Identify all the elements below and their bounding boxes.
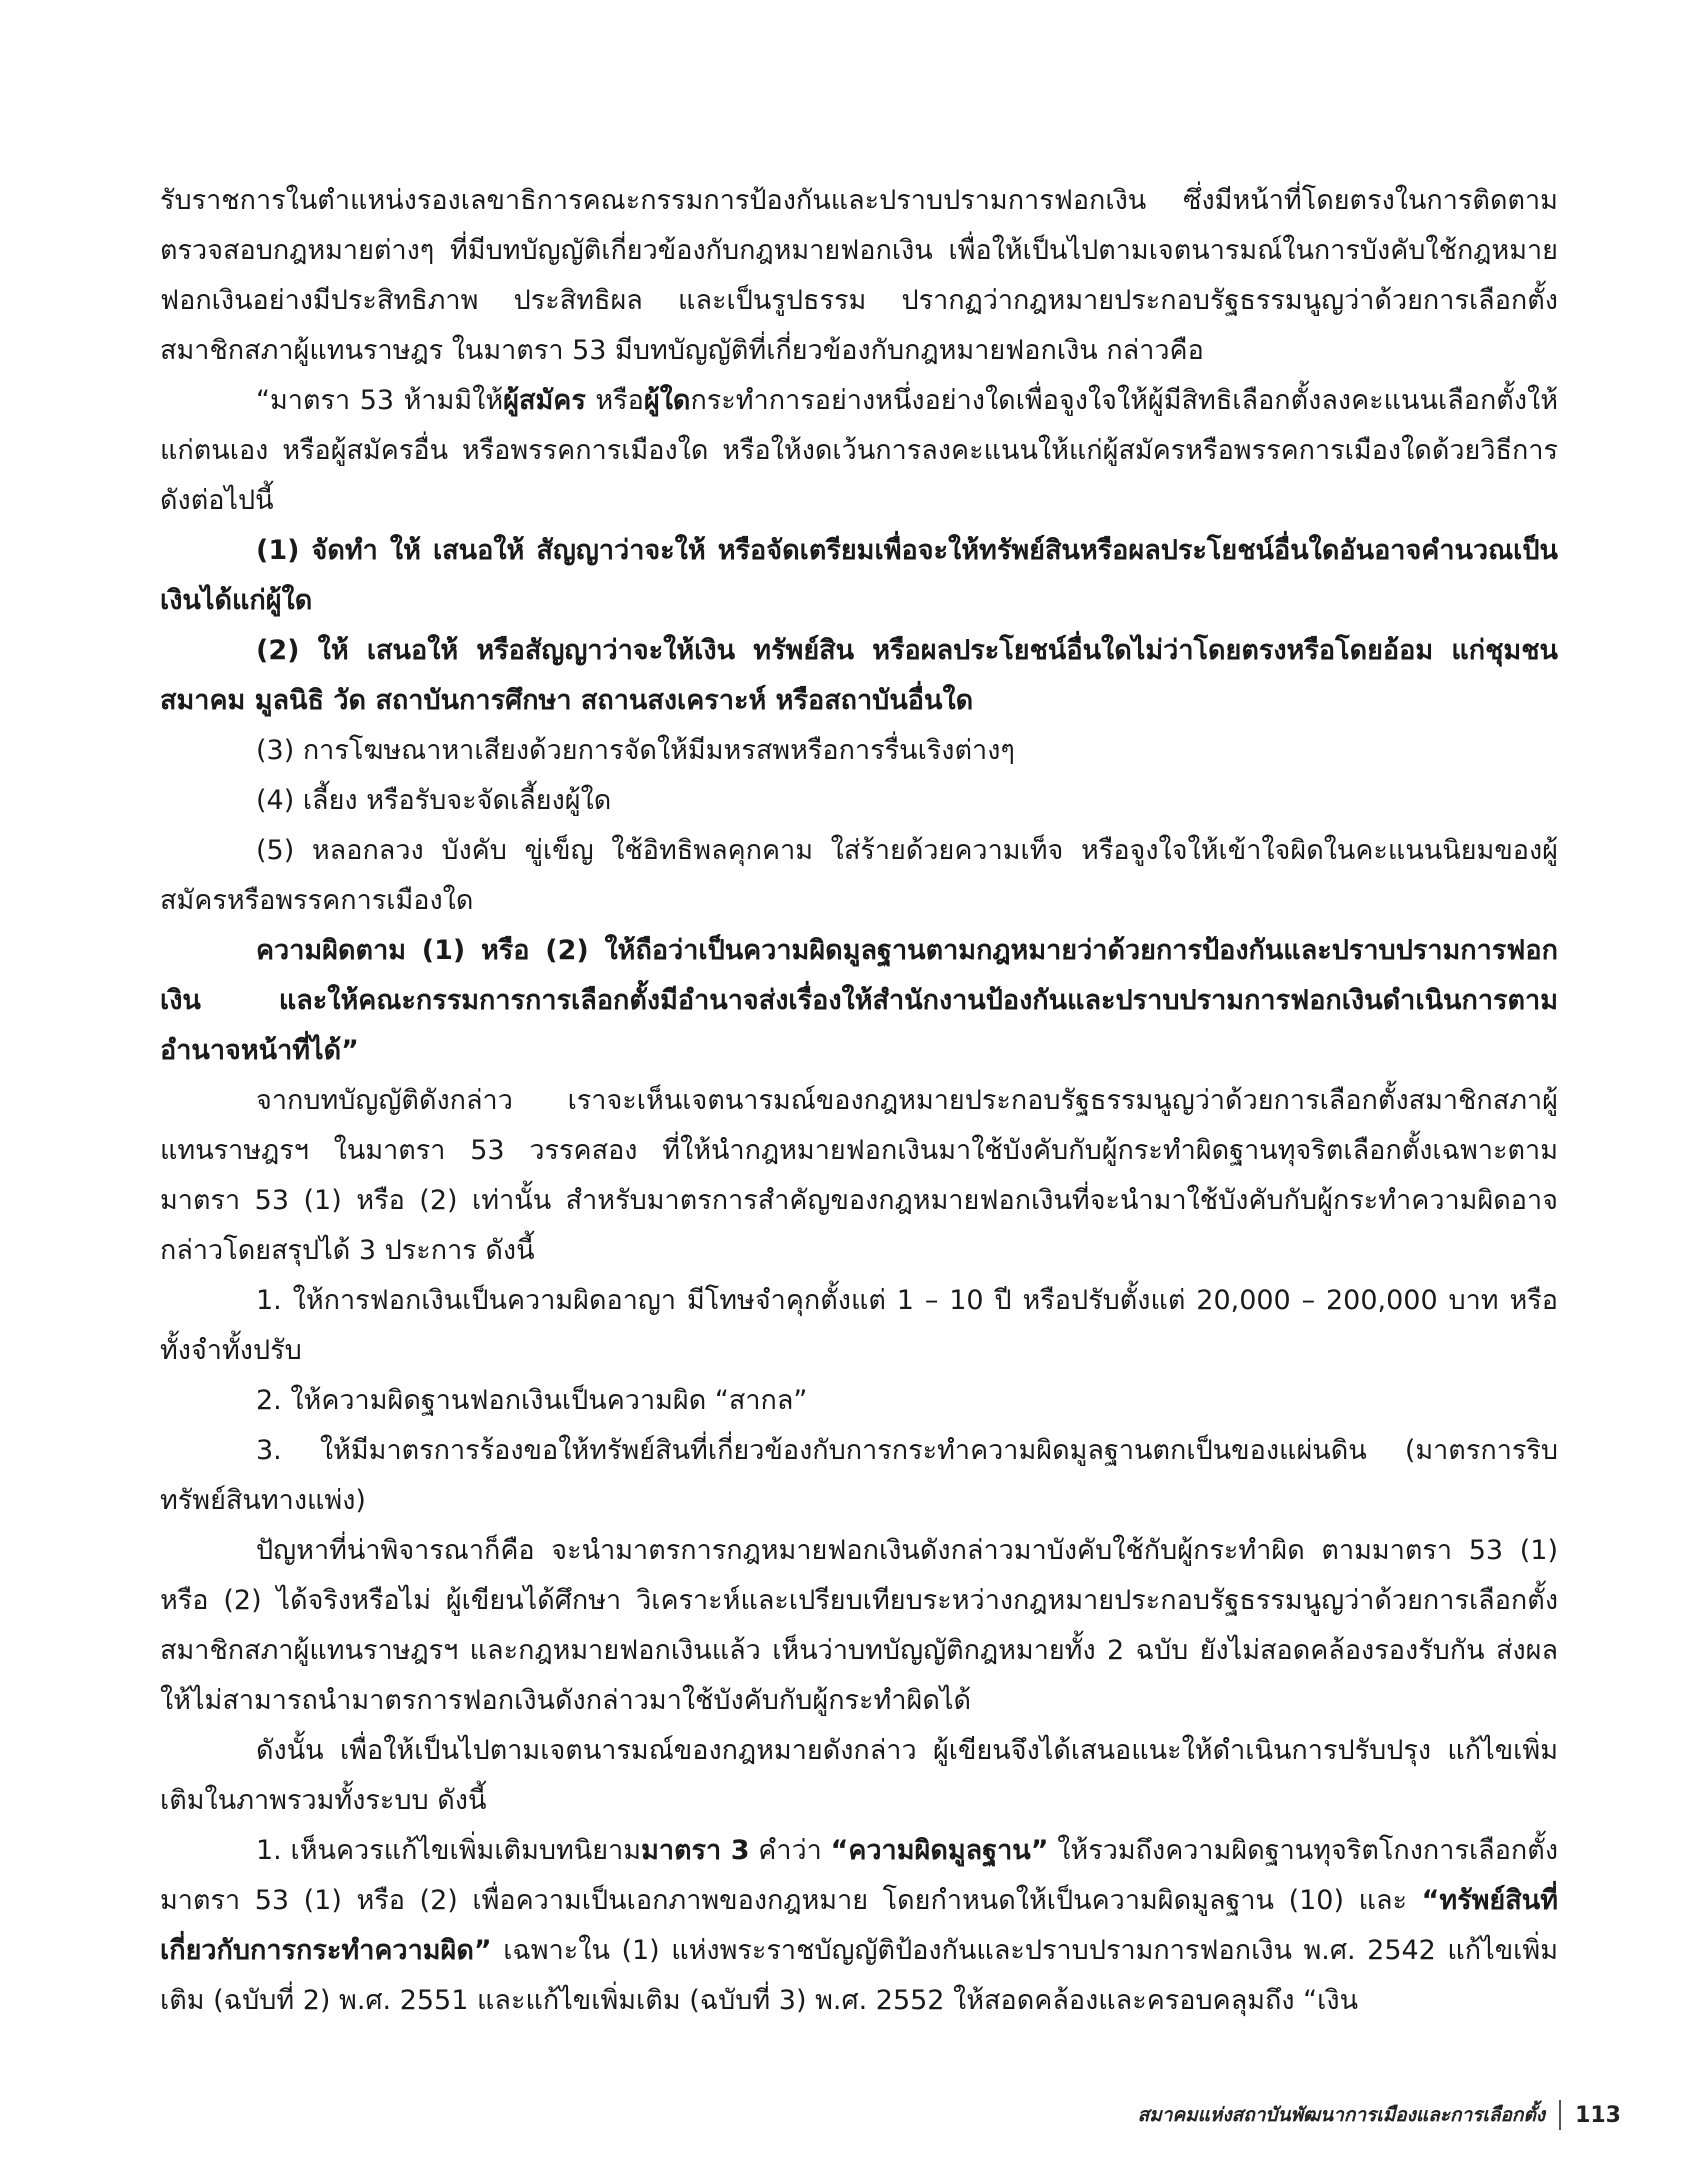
bold-text-run: “ทรัพย์สินที่เกี่ยวกับการกระทำความผิด” [160, 1885, 1558, 1966]
paragraph [160, 776, 1558, 826]
bold-text-run: (2) ให้ เสนอให้ หรือสัญญาว่าจะให้เงิน ทรัพย์สิน หรือผลประโยชน์อื่นใดไม่ว่าโดยตรงหรือโดยอ้อม แก่ชุมชน สมาคม มูลนิธิ วัด สถาบันการศึกษา สถานสงเคราะห์ หรือสถาบันอื่นใด [160, 635, 1558, 716]
text-run: คำว่า [749, 1835, 831, 1866]
text-run: 3. ให้มีมาตรการร้องขอให้ทรัพย์สินที่เกี่ยวข้องกับการกระทำความผิดมูลฐานตกเป็นของแผ่นดิน (มาตรการริบทรัพย์สินทางแพ่ง) [160, 1435, 1558, 1516]
text-run: กระทำการอย่างหนึ่งอย่างใดเพื่อจูงใจให้ผู้มีสิทธิเลือกตั้งลงคะแนนเลือกตั้งให้แก่ตนเอง หรือผู้สมัครอื่น หรือพรรคการเมืองใด หรือให้งดเว้นการลงคะแนนให้แก่ผู้สมัครหรือพรรคการเมืองใดด้วยวิธีการดังต่อไปนี้ [160, 385, 1558, 516]
paragraph [160, 1726, 1558, 1826]
bold-text-run: ความผิดตาม (1) หรือ (2) ให้ถือว่าเป็นความผิดมูลฐานตามกฎหมายว่าด้วยการป้องกันและปราบปรามการฟอกเงิน และให้คณะกรรมการการเลือกตั้งมีอำนาจส่งเรื่องให้สำนักงานป้องกันและปราบปรามการฟอกเงินดำเนินการตามอำนาจหน้าที่ได้” [160, 935, 1558, 1066]
paragraph [160, 626, 1558, 726]
text-run: (4) เลี้ยง หรือรับจะจัดเลี้ยงผู้ใด [256, 785, 612, 816]
text-run: หรือ [585, 385, 644, 416]
paragraph [160, 1426, 1558, 1526]
paragraph [160, 1376, 1558, 1426]
paragraph [160, 1826, 1558, 2026]
text-run: 1. ให้การฟอกเงินเป็นความผิดอาญา มีโทษจำคุกตั้งแต่ 1 – 10 ปี หรือปรับตั้งแต่ 20,000 – 200,000 บาท หรือทั้งจำทั้งปรับ [160, 1285, 1558, 1366]
page-number: 113 [1575, 2102, 1621, 2128]
bold-text-run: มาตรา 3 [641, 1835, 750, 1866]
paragraph [160, 526, 1558, 626]
footer-organization: สมาคมแห่งสถาบันพัฒนาการเมืองและการเลือกตั้ง [1137, 2104, 1546, 2126]
paragraph [160, 176, 1558, 376]
paragraph [160, 1276, 1558, 1376]
text-run: 1. เห็นควรแก้ไขเพิ่มเติมบทนิยาม [256, 1835, 642, 1866]
bold-text-run: ผู้ใด [643, 385, 691, 416]
text-run: “มาตรา 53 ห้ามมิให้ [256, 385, 504, 416]
text-run: 2. ให้ความผิดฐานฟอกเงินเป็นความผิด “สากล” [256, 1385, 808, 1416]
bold-text-run: (1) จัดทำ ให้ เสนอให้ สัญญาว่าจะให้ หรือจัดเตรียมเพื่อจะให้ทรัพย์สินหรือผลประโยชน์อื่นใดอันอาจคำนวณเป็นเงินได้แก่ผู้ใด [160, 535, 1558, 616]
paragraph [160, 826, 1558, 926]
text-run: (3) การโฆษณาหาเสียงด้วยการจัดให้มีมหรสพหรือการรื่นเริงต่างๆ [256, 735, 1015, 766]
bold-text-run: “ความผิดมูลฐาน” [830, 1835, 1049, 1866]
text-run: เฉพาะใน (1) แห่งพระราชบัญญัติป้องกันและปราบปรามการฟอกเงิน พ.ศ. 2542 แก้ไขเพิ่มเติม (ฉบับที่ 2) พ.ศ. 2551 และแก้ไขเพิ่มเติม (ฉบับที่ 3) พ.ศ. 2552 ให้สอดคล้องและครอบคลุมถึง “เงิน [160, 1935, 1558, 2016]
paragraph [160, 376, 1558, 526]
text-run: ปัญหาที่น่าพิจารณาก็คือ จะนำมาตรการกฎหมายฟอกเงินดังกล่าวมาบังคับใช้กับผู้กระทำผิด ตามมาตรา 53 (1) หรือ (2) ได้จริงหรือไม่ ผู้เขียนได้ศึกษา วิเคราะห์และเปรียบเทียบระหว่างกฎหมายประกอบรัฐธรรมนูญว่าด้วยการเลือกตั้งสมาชิกสภาผู้แทนราษฎรฯ และกฎหมายฟอกเงินแล้ว เห็นว่าบทบัญญัติกฎหมายทั้ง 2 ฉบับ ยังไม่สอดคล้องรองรับกัน ส่งผลให้ไม่สามารถนำมาตรการฟอกเงินดังกล่าวมาใช้บังคับกับผู้กระทำผิดได้ [160, 1535, 1558, 1716]
text-run: (5) หลอกลวง บังคับ ขู่เข็ญ ใช้อิทธิพลคุกคาม ใส่ร้ายด้วยความเท็จ หรือจูงใจให้เข้าใจผิดในคะแนนนิยมของผู้สมัครหรือพรรคการเมืองใด [160, 835, 1558, 916]
paragraph [160, 926, 1558, 1076]
paragraph [160, 1076, 1558, 1276]
bold-text-run: ผู้สมัคร [503, 385, 586, 416]
paragraph [160, 1526, 1558, 1726]
text-run: จากบทบัญญัติดังกล่าว เราจะเห็นเจตนารมณ์ของกฎหมายประกอบรัฐธรรมนูญว่าด้วยการเลือกตั้งสมาชิกสภาผู้แทนราษฎรฯ ในมาตรา 53 วรรคสอง ที่ให้นำกฎหมายฟอกเงินมาใช้บังคับกับผู้กระทำผิดฐานทุจริตเลือกตั้งเฉพาะตามมาตรา 53 (1) หรือ (2) เท่านั้น สำหรับมาตรการสำคัญของกฎหมายฟอกเงินที่จะนำมาใช้บังคับกับผู้กระทำความผิดอาจกล่าวโดยสรุปได้ 3 ประการ ดังนี้ [160, 1085, 1558, 1266]
text-run: ให้รวมถึงความผิดฐานทุจริตโกงการเลือกตั้ง มาตรา 53 (1) หรือ (2) เพื่อความเป็นเอกภาพของกฎหมาย โดยกำหนดให้เป็นความผิดมูลฐาน (10) และ [160, 1835, 1558, 1916]
text-run: รับราชการในตำแหน่งรองเลขาธิการคณะกรรมการป้องกันและปราบปรามการฟอกเงิน ซึ่งมีหน้าที่โดยตรงในการติดตามตรวจสอบกฎหมายต่างๆ ที่มีบทบัญญัติเกี่ยวข้องกับกฎหมายฟอกเงิน เพื่อให้เป็นไปตามเจตนารมณ์ในการบังคับใช้กฎหมายฟอกเงินอย่างมีประสิทธิภาพ ประสิทธิผล และเป็นรูปธรรม ปรากฏว่ากฎหมายประกอบรัฐธรรมนูญว่าด้วยการเลือกตั้งสมาชิกสภาผู้แทนราษฎร ในมาตรา 53 มีบทบัญญัติที่เกี่ยวข้องกับกฎหมายฟอกเงิน กล่าวคือ [160, 185, 1558, 366]
text-run: ดังนั้น เพื่อให้เป็นไปตามเจตนารมณ์ของกฎหมายดังกล่าว ผู้เขียนจึงได้เสนอแนะให้ดำเนินการปรับปรุง แก้ไขเพิ่มเติมในภาพรวมทั้งระบบ ดังนี้ [160, 1735, 1558, 1816]
page-footer [1138, 2100, 1621, 2130]
footer-divider [1559, 2100, 1561, 2130]
paragraph [160, 726, 1558, 776]
article-body [160, 176, 1558, 2026]
